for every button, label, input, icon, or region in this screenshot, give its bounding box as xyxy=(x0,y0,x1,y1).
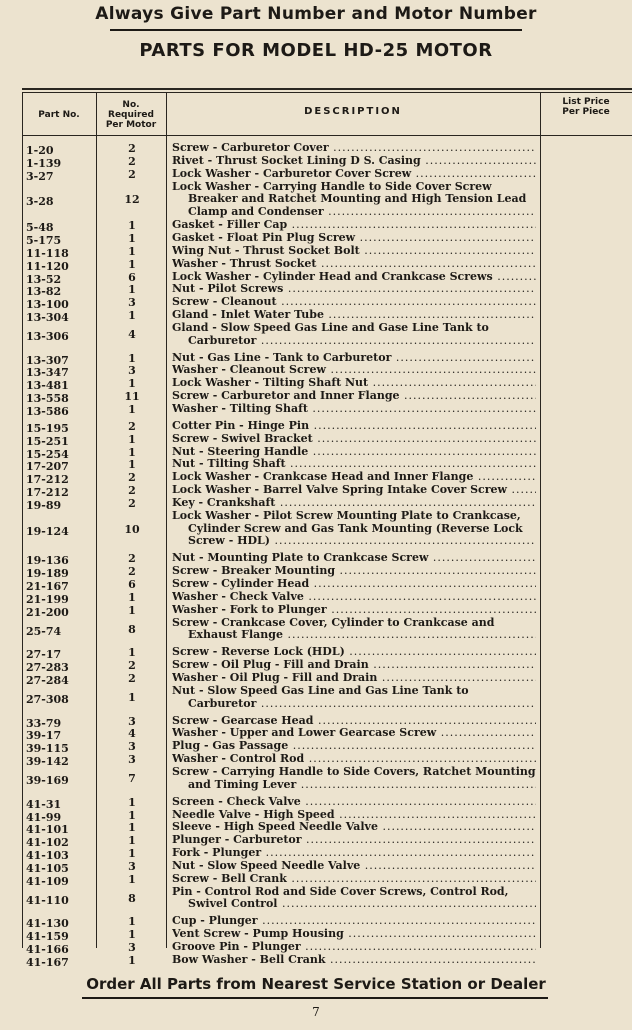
table-row xyxy=(0,510,632,549)
quantity-required: 1 xyxy=(128,257,136,271)
part-description xyxy=(172,834,536,847)
table-row xyxy=(0,181,632,220)
quantity-required: 1 xyxy=(128,915,136,929)
part-description xyxy=(172,727,536,740)
quantity-required: 8 xyxy=(128,623,136,637)
description-line: Gland - Slow Speed Gas Line and Gase Line Tank to xyxy=(172,321,489,334)
table-row xyxy=(0,283,632,299)
description-line: Gasket - Filler Cap ..... xyxy=(172,219,536,232)
table-row xyxy=(0,322,632,348)
quantity-required: 1 xyxy=(128,953,136,967)
description-line: Wing Nut - Thrust Socket Bolt ..... xyxy=(172,245,536,258)
part-number: 39-17 xyxy=(26,729,62,743)
description-line: Screw - Carburetor and Inner Flange ..... xyxy=(172,390,536,403)
part-description xyxy=(172,497,536,510)
quantity-required: 1 xyxy=(128,244,136,258)
part-description xyxy=(172,659,536,672)
table-row xyxy=(0,271,632,284)
part-number: 41-31 xyxy=(26,797,62,811)
quantity-required: 2 xyxy=(128,471,136,485)
description-line: Fork - Plunger ..... xyxy=(172,847,536,860)
part-number: 13-586 xyxy=(26,405,69,418)
description-line: Lock Washer - Pilot Screw Mounting Plate to Crankcase, xyxy=(172,509,521,522)
part-number: 41-166 xyxy=(26,943,69,956)
description-line: Screw - Crankcase Cover, Cylinder to Crankcase and xyxy=(172,616,495,629)
part-description xyxy=(172,484,536,497)
quantity-required: 1 xyxy=(128,646,136,660)
part-number: 3-27 xyxy=(26,169,54,183)
quantity-required: 1 xyxy=(128,351,136,365)
table-top-rule xyxy=(22,88,632,90)
part-description xyxy=(172,420,536,433)
description-line: Vent Screw - Pump Housing ..... xyxy=(172,928,536,941)
description-line: Screw - Cleanout ..... xyxy=(172,296,536,309)
column-header-qty-line1: No. Required xyxy=(108,100,154,120)
table-row xyxy=(0,604,632,617)
part-description xyxy=(172,915,536,928)
quantity-required: 10 xyxy=(124,522,140,536)
description-line: Nut - Gas Line - Tank to Carburetor ..... xyxy=(172,352,536,365)
description-line: Screw - Breaker Mounting ..... xyxy=(172,565,536,578)
description-line: Screw - Bell Crank ..... xyxy=(172,873,536,886)
quantity-required: 3 xyxy=(128,714,136,728)
table-row xyxy=(0,142,632,155)
table-row xyxy=(0,740,632,756)
table-row xyxy=(0,458,632,474)
description-line: Washer - Upper and Lower Gearcase Screw ..... xyxy=(172,727,536,740)
description-line: Lock Washer - Barrel Valve Spring Intake Cover Screw ..... xyxy=(172,484,536,497)
quantity-required: 7 xyxy=(128,772,136,786)
table-row xyxy=(0,715,632,728)
part-number: 39-169 xyxy=(26,774,69,788)
description-line: Lock Washer - Crankcase Head and Inner Flange ..... xyxy=(172,471,536,484)
part-description xyxy=(172,322,536,348)
description-line: Screw - Carburetor Cover ..... xyxy=(172,142,536,155)
table-row xyxy=(0,659,632,675)
part-number: 27-17 xyxy=(26,648,62,662)
part-description xyxy=(172,860,536,873)
quantity-required: 3 xyxy=(128,753,136,767)
table-row xyxy=(0,484,632,500)
part-description xyxy=(172,954,536,967)
part-description xyxy=(172,928,536,941)
quantity-required: 6 xyxy=(128,578,136,592)
table-row xyxy=(0,352,632,365)
column-header-description: DESCRIPTION xyxy=(304,106,402,117)
part-number: 33-79 xyxy=(26,716,62,730)
table-row xyxy=(0,873,632,886)
table-row xyxy=(0,245,632,258)
description-line: Screw - Swivel Bracket ..... xyxy=(172,433,536,446)
part-description xyxy=(172,617,536,643)
description-line: Washer - Cleanout Screw ..... xyxy=(172,364,536,377)
part-number: 41-103 xyxy=(26,849,69,863)
part-description xyxy=(172,591,536,604)
description-line: Groove Pin - Plunger ..... xyxy=(172,941,536,954)
page-number: 7 xyxy=(312,1005,320,1019)
quantity-required: 4 xyxy=(128,328,136,342)
part-number: 21-199 xyxy=(26,592,69,606)
page-title: PARTS FOR MODEL HD-25 MOTOR xyxy=(139,40,493,61)
description-line: Breaker and Ratchet Mounting and High Tension Lead xyxy=(188,193,527,206)
description-line: Lock Washer - Cylinder Head and Crankcase Screws ..... xyxy=(172,271,536,284)
description-line: Lock Washer - Carburetor Cover Screw ..... xyxy=(172,168,536,181)
part-number: 13-481 xyxy=(26,379,69,393)
part-description xyxy=(172,672,536,685)
part-description xyxy=(172,552,536,565)
table-row xyxy=(0,309,632,325)
description-line: Clamp and Condenser ..... xyxy=(172,206,536,219)
part-number: 39-115 xyxy=(26,742,69,756)
part-number: 19-89 xyxy=(26,498,62,512)
part-description xyxy=(172,796,536,809)
part-number: 41-105 xyxy=(26,861,69,875)
description-line: Carburetor ..... xyxy=(172,335,536,348)
part-number: 13-558 xyxy=(26,392,69,406)
quantity-required: 1 xyxy=(128,847,136,861)
top-banner: Always Give Part Number and Motor Number xyxy=(95,4,537,24)
table-row xyxy=(0,232,632,245)
part-number: 17-212 xyxy=(26,486,69,500)
table-row xyxy=(0,168,632,181)
column-header-price-line1: List Price xyxy=(562,97,610,107)
description-line: Screw - HDL) ..... xyxy=(172,535,536,548)
part-number: 19-136 xyxy=(26,554,69,568)
part-number: 13-304 xyxy=(26,311,69,325)
part-description xyxy=(172,578,536,591)
part-description xyxy=(172,446,536,459)
table-row xyxy=(0,591,632,604)
part-number: 41-167 xyxy=(26,955,69,969)
description-line: Gland - Inlet Water Tube ..... xyxy=(172,309,536,322)
top-banner-underline xyxy=(110,29,522,31)
table-row xyxy=(0,915,632,931)
quantity-required: 12 xyxy=(124,193,140,207)
table-row xyxy=(0,685,632,711)
table-row xyxy=(0,847,632,863)
quantity-required: 1 xyxy=(128,231,136,245)
part-number: 13-100 xyxy=(26,298,69,312)
table-row xyxy=(0,727,632,743)
part-number: 27-308 xyxy=(26,693,69,707)
quantity-required: 6 xyxy=(128,270,136,284)
quantity-required: 3 xyxy=(128,941,136,954)
quantity-required: 1 xyxy=(128,795,136,809)
part-number: 39-142 xyxy=(26,755,69,769)
part-description xyxy=(172,296,536,309)
quantity-required: 1 xyxy=(128,458,136,472)
quantity-required: 11 xyxy=(124,390,140,404)
description-line: Screw - Gearcase Head ..... xyxy=(172,715,536,728)
part-number: 13-52 xyxy=(26,272,62,286)
description-line: Rivet - Thrust Socket Lining D S. Casing ..... xyxy=(172,155,536,168)
table-row xyxy=(0,433,632,446)
quantity-required: 2 xyxy=(128,565,136,579)
part-number: 13-82 xyxy=(26,285,62,299)
table-row xyxy=(0,954,632,967)
part-description xyxy=(172,809,536,822)
table-row xyxy=(0,809,632,822)
table-row xyxy=(0,617,632,643)
quantity-required: 1 xyxy=(128,808,136,822)
description-line: Pin - Control Rod and Side Cover Screws, Control Rod, xyxy=(172,885,509,898)
column-header-part-no: Part No. xyxy=(38,110,80,120)
part-description xyxy=(172,753,536,766)
table-row xyxy=(0,258,632,271)
part-number: 41-99 xyxy=(26,810,62,824)
part-description xyxy=(172,458,536,471)
part-number: 5-175 xyxy=(26,233,62,247)
part-number: 19-189 xyxy=(26,567,69,581)
description-line: Washer - Tilting Shaft ..... xyxy=(172,403,536,416)
table-row xyxy=(0,821,632,837)
description-line: Screw - Oil Plug - Fill and Drain ..... xyxy=(172,659,536,672)
part-description xyxy=(172,181,536,220)
table-row xyxy=(0,860,632,873)
description-line: Screen - Check Valve ..... xyxy=(172,796,536,809)
table-row xyxy=(0,155,632,168)
description-line: and Timing Lever ..... xyxy=(172,779,536,792)
description-line: Screw - Reverse Lock (HDL) ..... xyxy=(172,646,536,659)
part-number: 11-120 xyxy=(26,259,69,273)
quantity-required: 1 xyxy=(128,403,136,416)
quantity-required: 1 xyxy=(128,928,136,942)
part-number: 41-101 xyxy=(26,823,69,837)
quantity-required: 1 xyxy=(128,590,136,604)
table-row xyxy=(0,672,632,685)
part-number: 15-195 xyxy=(26,421,69,435)
description-line: Bow Washer - Bell Crank ..... xyxy=(172,954,536,967)
part-description xyxy=(172,168,536,181)
part-number: 1-139 xyxy=(26,156,62,170)
quantity-required: 1 xyxy=(128,309,136,323)
description-line: Lock Washer - Tilting Shaft Nut ..... xyxy=(172,377,536,390)
description-line: Exhaust Flange ..... xyxy=(172,629,536,642)
table-row xyxy=(0,578,632,594)
part-number: 21-167 xyxy=(26,580,69,594)
part-number: 3-28 xyxy=(26,195,54,209)
quantity-required: 2 xyxy=(128,142,136,155)
part-description xyxy=(172,886,536,912)
part-number: 41-109 xyxy=(26,874,69,888)
description-line: Cup - Plunger ..... xyxy=(172,915,536,928)
description-line: Key - Crankshaft ..... xyxy=(172,497,536,510)
quantity-required: 1 xyxy=(128,377,136,391)
quantity-required: 2 xyxy=(128,419,136,433)
description-line: Plunger - Carburetor ..... xyxy=(172,834,536,847)
part-number: 41-110 xyxy=(26,894,69,908)
part-description xyxy=(172,847,536,860)
quantity-required: 2 xyxy=(128,659,136,673)
part-description xyxy=(172,309,536,322)
quantity-required: 3 xyxy=(128,740,136,754)
part-description xyxy=(172,364,536,377)
part-number: 41-130 xyxy=(26,917,69,931)
bottom-banner-underline xyxy=(82,997,548,999)
part-number: 27-283 xyxy=(26,661,69,675)
description-line: Washer - Check Valve ..... xyxy=(172,591,536,604)
table-row xyxy=(0,497,632,510)
table-row xyxy=(0,364,632,380)
description-line: Nut - Slow Speed Needle Valve ..... xyxy=(172,860,536,873)
description-line: Needle Valve - High Speed ..... xyxy=(172,809,536,822)
part-description xyxy=(172,390,536,403)
part-description xyxy=(172,377,536,390)
part-number: 27-284 xyxy=(26,674,69,687)
part-description xyxy=(172,715,536,728)
part-number: 41-102 xyxy=(26,836,69,850)
description-line: Screw - Cylinder Head ..... xyxy=(172,578,536,591)
description-line: Swivel Control ..... xyxy=(172,898,536,911)
table-row xyxy=(0,646,632,662)
table-row xyxy=(0,941,632,954)
description-line: Lock Washer - Carrying Handle to Side Cover Screw xyxy=(172,180,492,193)
part-description xyxy=(172,821,536,834)
description-line: Washer - Oil Plug - Fill and Drain ..... xyxy=(172,672,536,685)
part-description xyxy=(172,604,536,617)
part-description xyxy=(172,685,536,711)
quantity-required: 1 xyxy=(128,872,136,886)
part-number: 21-200 xyxy=(26,605,69,619)
quantity-required: 2 xyxy=(128,672,136,685)
part-description xyxy=(172,155,536,168)
part-number: 13-306 xyxy=(26,330,69,344)
table-row xyxy=(0,390,632,406)
table-row xyxy=(0,552,632,568)
part-description xyxy=(172,258,536,271)
quantity-required: 3 xyxy=(128,296,136,310)
table-row xyxy=(0,928,632,944)
description-line: Washer - Thrust Socket ..... xyxy=(172,258,536,271)
part-number: 41-159 xyxy=(26,930,69,944)
part-description xyxy=(172,565,536,578)
description-line: Washer - Fork to Plunger ..... xyxy=(172,604,536,617)
quantity-required: 8 xyxy=(128,892,136,906)
part-description xyxy=(172,941,536,954)
quantity-required: 1 xyxy=(128,691,136,705)
quantity-required: 1 xyxy=(128,432,136,446)
description-line: Screw - Carrying Handle to Side Covers, Ratchet Mounting xyxy=(172,765,536,778)
part-number: 25-74 xyxy=(26,625,62,639)
quantity-required: 2 xyxy=(128,167,136,181)
part-description xyxy=(172,283,536,296)
part-number: 17-212 xyxy=(26,473,69,487)
quantity-required: 1 xyxy=(128,603,136,617)
part-description xyxy=(172,232,536,245)
table-row xyxy=(0,377,632,393)
description-line: Cylinder Screw and Gas Tank Mounting (Reverse Lock xyxy=(188,522,523,535)
table-row xyxy=(0,219,632,235)
description-line: Nut - Slow Speed Gas Line and Gas Line Tank to xyxy=(172,684,469,697)
part-description xyxy=(172,245,536,258)
quantity-required: 2 xyxy=(128,552,136,566)
part-description xyxy=(172,740,536,753)
quantity-required: 1 xyxy=(128,283,136,297)
description-line: Nut - Mounting Plate to Crankcase Screw ..... xyxy=(172,552,536,565)
part-description xyxy=(172,471,536,484)
table-row xyxy=(0,796,632,809)
part-number: 5-48 xyxy=(26,221,54,235)
quantity-required: 3 xyxy=(128,364,136,378)
column-header-price-line2: Per Piece xyxy=(562,107,610,117)
quantity-required: 2 xyxy=(128,154,136,168)
quantity-required: 1 xyxy=(128,219,136,233)
quantity-required: 3 xyxy=(128,859,136,873)
quantity-required: 1 xyxy=(128,834,136,848)
part-number: 17-207 xyxy=(26,460,69,474)
part-number: 19-124 xyxy=(26,524,69,538)
part-description xyxy=(172,433,536,446)
table-row xyxy=(0,403,632,416)
quantity-required: 1 xyxy=(128,445,136,459)
part-number: 15-254 xyxy=(26,447,69,461)
table-row xyxy=(0,420,632,433)
part-number: 13-307 xyxy=(26,353,69,367)
part-description xyxy=(172,766,536,792)
quantity-required: 2 xyxy=(128,484,136,498)
table-row xyxy=(0,471,632,487)
part-description xyxy=(172,271,536,284)
part-description xyxy=(172,142,536,155)
part-number: 15-251 xyxy=(26,434,69,448)
table-row xyxy=(0,886,632,912)
part-description xyxy=(172,352,536,365)
table-row xyxy=(0,766,632,792)
description-line: Cotter Pin - Hinge Pin ..... xyxy=(172,420,536,433)
part-description xyxy=(172,219,536,232)
part-description xyxy=(172,403,536,416)
part-number: 1-20 xyxy=(26,144,54,157)
column-header-qty-line2: Per Motor xyxy=(105,120,157,130)
part-number: 11-118 xyxy=(26,246,69,260)
bottom-banner: Order All Parts from Nearest Service Station or Dealer xyxy=(86,975,546,993)
description-line: Nut - Pilot Screws ..... xyxy=(172,283,536,296)
column-header-price xyxy=(542,97,630,117)
part-number: 13-347 xyxy=(26,366,69,380)
quantity-required: 1 xyxy=(128,821,136,835)
part-description xyxy=(172,510,536,549)
table-row xyxy=(0,834,632,850)
table-row xyxy=(0,446,632,459)
description-line: Sleeve - High Speed Needle Valve ..... xyxy=(172,821,536,834)
description-line: Nut - Tilting Shaft ..... xyxy=(172,458,536,471)
part-description xyxy=(172,873,536,886)
description-line: Plug - Gas Passage ..... xyxy=(172,740,536,753)
part-description xyxy=(172,646,536,659)
quantity-required: 4 xyxy=(128,727,136,741)
description-line: Washer - Control Rod ..... xyxy=(172,753,536,766)
quantity-required: 2 xyxy=(128,496,136,510)
table-row xyxy=(0,296,632,312)
table-row xyxy=(0,565,632,581)
description-line: Gasket - Float Pin Plug Screw ..... xyxy=(172,232,536,245)
description-line: Nut - Steering Handle ..... xyxy=(172,446,536,459)
column-header-qty xyxy=(98,100,164,130)
description-line: Carburetor ..... xyxy=(172,698,536,711)
table-row xyxy=(0,753,632,769)
